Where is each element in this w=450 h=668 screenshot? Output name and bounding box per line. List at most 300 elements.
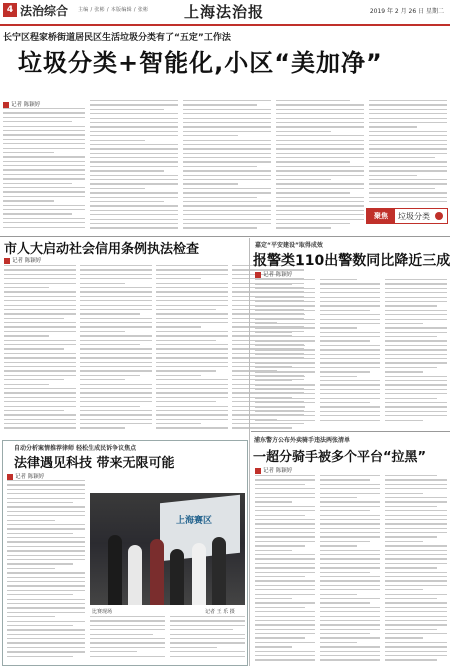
text-line — [4, 348, 64, 349]
text-line — [385, 305, 437, 306]
text-line — [4, 269, 76, 270]
text-line — [156, 353, 228, 354]
text-line — [156, 362, 228, 363]
text-line — [320, 607, 380, 608]
text-line — [369, 166, 447, 167]
bike-text-col-2 — [320, 475, 380, 665]
text-line — [156, 291, 228, 292]
text-line — [80, 397, 152, 398]
text-line — [183, 201, 271, 202]
text-line — [90, 170, 164, 171]
text-line — [385, 310, 447, 311]
text-line — [255, 598, 292, 599]
text-line — [4, 300, 76, 301]
text-line — [156, 401, 216, 402]
text-line — [3, 134, 85, 135]
text-line — [80, 401, 152, 402]
text-line — [385, 567, 437, 568]
text-line — [183, 122, 271, 123]
text-line — [369, 157, 435, 158]
text-line — [276, 135, 364, 136]
tech-byline — [7, 472, 44, 480]
text-line — [255, 420, 315, 421]
text-line — [385, 651, 447, 652]
text-line — [156, 335, 228, 336]
text-line — [255, 624, 315, 625]
text-line — [156, 331, 228, 332]
section-title: 法治综合 — [20, 4, 69, 18]
text-line — [4, 419, 76, 420]
text-line — [183, 170, 271, 171]
text-line — [385, 602, 447, 603]
photo-credit: 记者 王 乐 摄 — [205, 609, 235, 615]
text-line — [276, 205, 364, 206]
text-line — [255, 558, 315, 559]
text-line — [320, 475, 380, 476]
text-line — [7, 572, 85, 573]
text-line — [7, 550, 85, 551]
text-line — [369, 113, 447, 114]
text-line — [255, 354, 315, 355]
text-line — [183, 183, 238, 184]
photo-person — [212, 537, 226, 605]
text-line — [156, 269, 228, 270]
text-line — [90, 616, 165, 617]
text-line — [3, 187, 85, 188]
text-line — [170, 642, 245, 643]
text-line — [255, 655, 315, 656]
text-line — [4, 313, 76, 314]
text-line — [156, 344, 228, 345]
text-line — [3, 222, 85, 223]
text-line — [320, 358, 380, 359]
text-line — [4, 340, 76, 341]
text-line — [156, 366, 228, 367]
text-line — [156, 423, 201, 424]
text-line — [255, 541, 315, 542]
text-line — [255, 376, 305, 377]
text-line — [255, 305, 315, 306]
text-line — [320, 314, 380, 315]
text-line — [170, 625, 245, 626]
text-line — [255, 393, 315, 394]
text-line — [385, 367, 437, 368]
text-line — [320, 637, 380, 638]
text-line — [320, 332, 380, 333]
text-line — [90, 205, 178, 206]
text-line — [156, 419, 228, 420]
text-line — [320, 572, 370, 573]
text-line — [255, 594, 315, 595]
text-line — [385, 380, 447, 381]
text-line — [255, 279, 315, 280]
text-line — [385, 406, 447, 407]
text-line — [320, 602, 370, 603]
text-line — [3, 156, 85, 157]
text-line — [385, 415, 447, 416]
text-line — [385, 624, 447, 625]
text-line — [183, 153, 271, 154]
text-line — [255, 637, 305, 638]
text-line — [90, 175, 178, 176]
text-line — [90, 625, 165, 626]
text-line — [255, 545, 305, 546]
text-line — [255, 327, 315, 328]
divider — [251, 431, 450, 432]
text-line — [255, 589, 315, 590]
text-line — [369, 192, 447, 193]
text-line — [3, 200, 54, 201]
text-line — [80, 278, 152, 279]
text-line — [255, 323, 315, 324]
text-line — [385, 384, 447, 385]
text-line — [90, 104, 178, 105]
text-line — [156, 278, 201, 279]
recycle-icon — [435, 212, 443, 220]
text-line — [80, 392, 152, 393]
text-line — [255, 488, 315, 489]
text-line — [90, 144, 178, 145]
text-line — [156, 296, 228, 297]
text-line — [156, 414, 228, 415]
text-line — [320, 493, 380, 494]
topic-tag-label: 聚焦 — [367, 209, 395, 223]
text-line — [385, 497, 447, 498]
text-line — [385, 376, 447, 377]
text-line — [385, 323, 423, 324]
text-line — [320, 554, 380, 555]
text-line — [369, 100, 447, 101]
text-line — [183, 126, 271, 127]
text-line — [183, 214, 271, 215]
story110-text-col-3 — [385, 279, 447, 427]
text-line — [255, 642, 315, 643]
text-line — [80, 322, 152, 323]
text-line — [255, 659, 315, 660]
text-line — [170, 656, 245, 657]
text-line — [156, 265, 228, 266]
text-line — [320, 389, 380, 390]
text-line — [385, 493, 423, 494]
byline-marker-icon — [7, 474, 13, 480]
text-line — [320, 283, 380, 284]
text-line — [385, 336, 437, 337]
text-line — [80, 406, 140, 407]
text-line — [276, 188, 364, 189]
text-line — [156, 274, 228, 275]
text-line — [4, 344, 76, 345]
text-line — [80, 414, 152, 415]
newspaper-logo: 上海法治报 — [184, 3, 265, 21]
text-line — [80, 326, 152, 327]
text-line — [90, 166, 178, 167]
text-line — [255, 554, 315, 555]
text-line — [3, 209, 85, 210]
text-line — [7, 651, 85, 652]
text-line — [369, 153, 447, 154]
text-line — [156, 397, 228, 398]
text-line — [320, 292, 380, 293]
bike-byline-text: 记者 陈颖婷 — [263, 468, 293, 474]
text-line — [320, 497, 357, 498]
text-line — [320, 305, 380, 306]
text-line — [276, 100, 350, 101]
text-line — [255, 389, 315, 390]
text-line — [7, 629, 85, 630]
text-line — [385, 519, 447, 520]
text-line — [255, 475, 315, 476]
text-line — [90, 100, 178, 101]
text-line — [385, 576, 447, 577]
text-line — [255, 484, 305, 485]
text-line — [320, 545, 357, 546]
text-line — [3, 152, 54, 153]
text-line — [320, 629, 380, 630]
tech-byline-text: 记者 陈颖婷 — [15, 474, 45, 480]
text-line — [385, 607, 447, 608]
text-line — [183, 188, 271, 189]
lead-byline — [3, 100, 40, 108]
text-line — [255, 283, 292, 284]
text-line — [7, 599, 85, 600]
text-line — [320, 279, 357, 280]
text-line — [385, 297, 447, 298]
text-line — [3, 148, 85, 149]
text-line — [90, 629, 165, 630]
text-line — [255, 398, 315, 399]
text-line — [7, 577, 85, 578]
text-line — [385, 594, 447, 595]
text-line — [80, 287, 152, 288]
text-line — [90, 638, 165, 639]
text-line — [255, 532, 315, 533]
text-line — [276, 157, 364, 158]
text-line — [385, 362, 447, 363]
text-line — [170, 634, 245, 635]
text-line — [90, 634, 153, 635]
text-line — [156, 388, 228, 389]
text-line — [385, 637, 423, 638]
text-line — [320, 479, 370, 480]
text-line — [7, 568, 55, 569]
text-line — [276, 109, 364, 110]
text-line — [255, 314, 305, 315]
text-line — [320, 585, 380, 586]
text-line — [369, 201, 447, 202]
text-line — [183, 166, 257, 167]
credit-text-col-1 — [4, 265, 76, 435]
text-line — [90, 179, 178, 180]
text-line — [255, 646, 292, 647]
text-line — [255, 550, 292, 551]
text-line — [255, 310, 315, 311]
text-line — [255, 515, 305, 516]
text-line — [80, 269, 152, 270]
text-line — [183, 118, 271, 119]
text-line — [3, 213, 72, 214]
text-line — [4, 309, 76, 310]
text-line — [255, 506, 315, 507]
text-line — [369, 104, 447, 105]
text-line — [7, 590, 85, 591]
text-line — [320, 576, 380, 577]
text-line — [156, 305, 228, 306]
text-line — [255, 497, 315, 498]
text-line — [3, 117, 85, 118]
text-line — [320, 323, 380, 324]
text-line — [320, 567, 380, 568]
text-line — [183, 192, 271, 193]
text-line — [156, 287, 228, 288]
text-line — [385, 349, 447, 350]
text-line — [320, 393, 380, 394]
text-line — [385, 288, 447, 289]
text-line — [90, 131, 178, 132]
text-line — [3, 174, 85, 175]
text-line — [385, 611, 447, 612]
text-line — [80, 423, 152, 424]
text-line — [183, 148, 271, 149]
text-line — [4, 318, 64, 319]
text-line — [90, 183, 178, 184]
text-line — [385, 332, 447, 333]
text-line — [385, 550, 447, 551]
text-line — [4, 265, 76, 266]
text-line — [276, 104, 364, 105]
text-line — [276, 166, 364, 167]
text-line — [4, 326, 76, 327]
text-line — [156, 340, 216, 341]
text-line — [90, 109, 164, 110]
text-line — [320, 362, 380, 363]
bike-text-col-3 — [385, 475, 447, 665]
text-line — [385, 501, 447, 502]
text-line — [7, 537, 85, 538]
text-line — [4, 406, 76, 407]
text-line — [276, 223, 350, 224]
text-line — [7, 498, 85, 499]
text-line — [276, 131, 331, 132]
tech-text-col-1 — [7, 480, 85, 662]
text-line — [385, 475, 437, 476]
photo-person — [108, 535, 122, 605]
text-line — [369, 135, 447, 136]
text-line — [320, 420, 380, 421]
text-line — [320, 415, 380, 416]
text-line — [7, 506, 85, 507]
text-line — [3, 183, 72, 184]
text-line — [369, 126, 417, 127]
text-line — [7, 621, 85, 622]
text-line — [80, 388, 152, 389]
text-line — [183, 219, 271, 220]
text-line — [90, 651, 137, 652]
text-line — [4, 335, 49, 336]
text-line — [255, 585, 315, 586]
text-line — [385, 523, 447, 524]
text-line — [320, 484, 380, 485]
text-line — [183, 144, 271, 145]
text-line — [7, 511, 85, 512]
text-line — [7, 546, 85, 547]
text-line — [3, 143, 85, 144]
text-line — [255, 633, 315, 634]
text-line — [369, 179, 447, 180]
text-line — [90, 214, 178, 215]
text-line — [276, 148, 364, 149]
text-line — [276, 219, 364, 220]
text-line — [255, 620, 315, 621]
page-number: 4 — [3, 3, 17, 17]
text-line — [3, 218, 85, 219]
text-line — [276, 197, 364, 198]
text-line — [255, 607, 305, 608]
text-line — [255, 358, 315, 359]
text-line — [255, 380, 292, 381]
credit-headline: 市人大启动社会信用条例执法检查 — [4, 242, 200, 257]
text-line — [156, 427, 228, 428]
text-line — [320, 523, 380, 524]
divider — [0, 236, 450, 237]
text-line — [255, 406, 305, 407]
text-line — [90, 219, 178, 220]
text-line — [7, 585, 85, 586]
text-line — [255, 519, 315, 520]
text-line — [320, 310, 370, 311]
text-line — [156, 300, 228, 301]
text-line — [320, 301, 380, 302]
text-line — [7, 642, 85, 643]
text-line — [320, 528, 380, 529]
text-line — [4, 397, 76, 398]
byline-marker-icon — [3, 102, 9, 108]
text-line — [80, 375, 140, 376]
text-line — [255, 367, 315, 368]
text-line — [3, 165, 85, 166]
text-line — [7, 612, 85, 613]
text-line — [156, 379, 228, 380]
text-line — [7, 594, 73, 595]
text-line — [385, 572, 447, 573]
text-line — [385, 402, 447, 403]
text-line — [90, 188, 145, 189]
text-line — [369, 183, 447, 184]
text-line — [156, 322, 228, 323]
text-line — [255, 479, 315, 480]
text-line — [255, 580, 315, 581]
text-line — [385, 563, 447, 564]
text-line — [80, 384, 152, 385]
masthead — [0, 0, 450, 26]
text-line — [255, 563, 315, 564]
story110-byline — [255, 270, 292, 278]
text-line — [170, 616, 245, 617]
text-line — [320, 406, 380, 407]
text-line — [385, 314, 447, 315]
text-line — [255, 301, 315, 302]
text-line — [255, 528, 315, 529]
text-line — [255, 629, 315, 630]
text-line — [183, 113, 271, 114]
text-line — [7, 524, 85, 525]
text-line — [90, 161, 178, 162]
text-line — [183, 140, 271, 141]
text-line — [80, 379, 125, 380]
text-line — [369, 175, 417, 176]
text-line — [385, 327, 447, 328]
text-line — [80, 335, 152, 336]
text-line — [320, 589, 380, 590]
